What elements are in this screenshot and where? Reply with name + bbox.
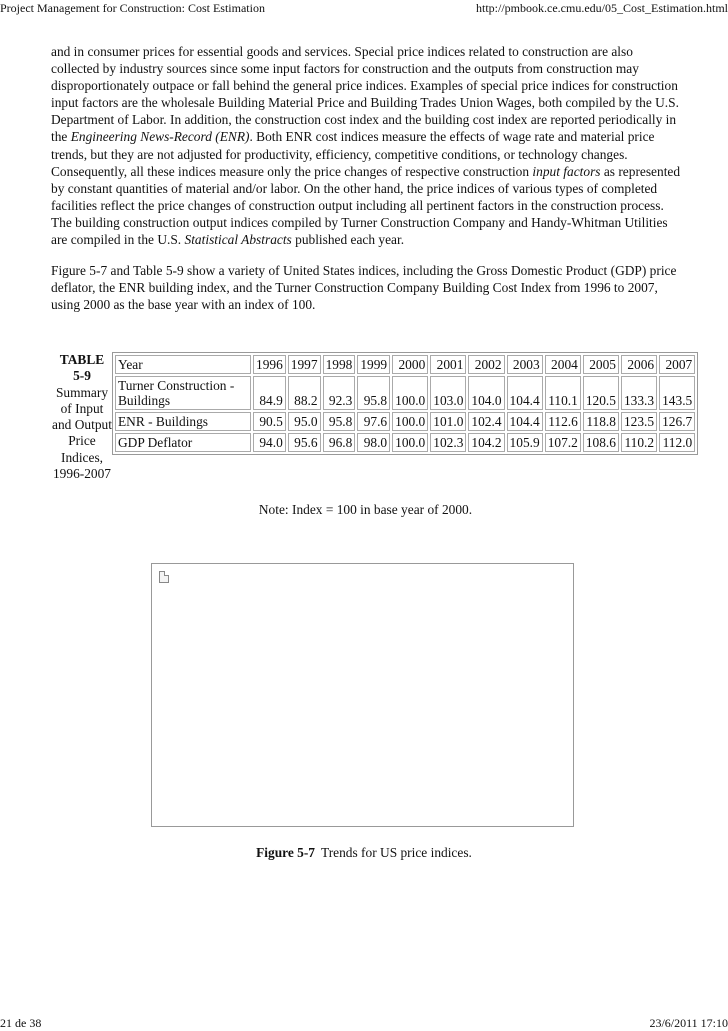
table-caption <box>51 352 113 482</box>
index-value-cell: 95.8 <box>323 412 356 431</box>
p1-text-d: published each year. <box>291 232 405 248</box>
index-value-cell: 108.6 <box>583 433 619 452</box>
table-note-text: Note: Index = 100 in base year of 2000. <box>258 502 473 517</box>
year-cell: 2003 <box>507 355 543 374</box>
index-value-cell: 105.9 <box>507 433 543 452</box>
p1-enr-italic: Engineering News-Record (ENR) <box>70 129 250 145</box>
price-index-table <box>112 352 698 455</box>
year-cell: 2001 <box>430 355 466 374</box>
year-cell: 1999 <box>357 355 390 374</box>
index-value-cell: 92.3 <box>323 376 356 410</box>
row-label-cell: GDP Deflator <box>115 433 251 452</box>
year-cell: 1998 <box>323 355 356 374</box>
figure-image-placeholder <box>151 563 574 827</box>
table-caption-text: Summary of Input and Output Price Indices, 1996-2007 <box>52 384 112 482</box>
index-value-cell: 112.6 <box>545 412 581 431</box>
figure-caption-text: Trends for US price indices. <box>321 845 472 860</box>
index-value-cell: 104.0 <box>468 376 504 410</box>
index-value-cell: 96.8 <box>323 433 356 452</box>
index-value-cell: 126.7 <box>659 412 695 431</box>
table-number: 5-9 <box>73 368 91 384</box>
page-header-url: http://pmbook.ce.cmu.edu/05_Cost_Estimation.html <box>476 1 728 15</box>
index-value-cell: 103.0 <box>430 376 466 410</box>
index-value-cell: 95.6 <box>288 433 321 452</box>
body-paragraph-1 <box>51 43 681 248</box>
index-value-cell: 100.0 <box>392 433 428 452</box>
table-row <box>115 376 695 410</box>
index-value-cell: 102.3 <box>430 433 466 452</box>
year-cell: 2007 <box>659 355 695 374</box>
page-counter: 21 de 38 <box>0 1016 42 1030</box>
index-value-cell: 118.8 <box>583 412 619 431</box>
index-value-cell: 104.4 <box>507 376 543 410</box>
index-value-cell: 110.1 <box>545 376 581 410</box>
index-value-cell: 97.6 <box>357 412 390 431</box>
year-cell: 1996 <box>253 355 286 374</box>
index-value-cell: 84.9 <box>253 376 286 410</box>
row-label-cell: Turner Construction - Buildings <box>115 376 251 410</box>
index-value-cell: 112.0 <box>659 433 695 452</box>
index-value-cell: 110.2 <box>621 433 657 452</box>
year-header-cell: Year <box>115 355 251 374</box>
index-value-cell: 133.3 <box>621 376 657 410</box>
index-value-cell: 104.4 <box>507 412 543 431</box>
table-header-row <box>115 355 695 374</box>
index-value-cell: 123.5 <box>621 412 657 431</box>
row-label-cell: ENR - Buildings <box>115 412 251 431</box>
p1-text-a: and in consumer prices for essential goods and services. Special price indices related to construction are also collected by industry sources since some input factors for construction and the outputs from construction may disproportionately outpace or fall behind the general price indices. Examples of special price indices for construction input factors are the wholesale Building Material Price and Building Trades Union Wages, both compiled by the U.S. Department of Labor. In addition, the construction cost index and the building cost index are reported periodically in the <box>51 44 679 145</box>
index-value-cell: 101.0 <box>430 412 466 431</box>
index-value-cell: 88.2 <box>288 376 321 410</box>
table-row <box>115 412 695 431</box>
index-value-cell: 143.5 <box>659 376 695 410</box>
year-cell: 2000 <box>392 355 428 374</box>
broken-image-icon <box>159 571 169 583</box>
index-value-cell: 100.0 <box>392 376 428 410</box>
year-cell: 2005 <box>583 355 619 374</box>
table-row <box>115 433 695 452</box>
print-timestamp: 23/6/2011 17:10 <box>649 1016 728 1030</box>
index-value-cell: 94.0 <box>253 433 286 452</box>
index-value-cell: 100.0 <box>392 412 428 431</box>
p1-text-b: . Both ENR cost indices measure the effects of wage rate and material price trends, but they are not adjusted for productivity, efficiency, competitive conditions, or technology changes. Consequently, all these indices measure only the price changes of respective construction <box>51 129 655 179</box>
index-value-cell: 90.5 <box>253 412 286 431</box>
index-value-cell: 104.2 <box>468 433 504 452</box>
p1-input-factors-italic: input factors <box>532 163 601 179</box>
index-value-cell: 95.8 <box>357 376 390 410</box>
figure-caption <box>0 845 728 861</box>
index-value-cell: 120.5 <box>583 376 619 410</box>
index-value-cell: 107.2 <box>545 433 581 452</box>
index-value-cell: 98.0 <box>357 433 390 452</box>
year-cell: 2006 <box>621 355 657 374</box>
index-value-cell: 102.4 <box>468 412 504 431</box>
index-value-cell: 95.0 <box>288 412 321 431</box>
body-paragraph-2: Figure 5-7 and Table 5-9 show a variety of United States indices, including the Gross Domestic Product (GDP) price deflator, the ENR building index, and the Turner Construction Company Building Cost Index from 1996 to 2007, using 2000 as the base year with an index of 100. <box>51 263 677 313</box>
table-note <box>0 502 728 518</box>
p1-statistical-abstracts-italic: Statistical Abstracts <box>184 232 292 248</box>
table-label: TABLE <box>59 352 105 367</box>
page-header-title: Project Management for Construction: Cost Estimation <box>0 1 265 15</box>
figure-label: Figure 5-7 <box>256 845 315 860</box>
year-cell: 2004 <box>545 355 581 374</box>
year-cell: 1997 <box>288 355 321 374</box>
year-cell: 2002 <box>468 355 504 374</box>
p1-text-c: as represented by constant quantities of material and/or labor. On the other hand, the price indices of various types of completed facilities reflect the price changes of construction output including all pertinent factors in the construction process. The building construction output indices compiled by Turner Construction Company and Handy-Whitman Utilities are compiled in the U.S. <box>51 163 681 248</box>
